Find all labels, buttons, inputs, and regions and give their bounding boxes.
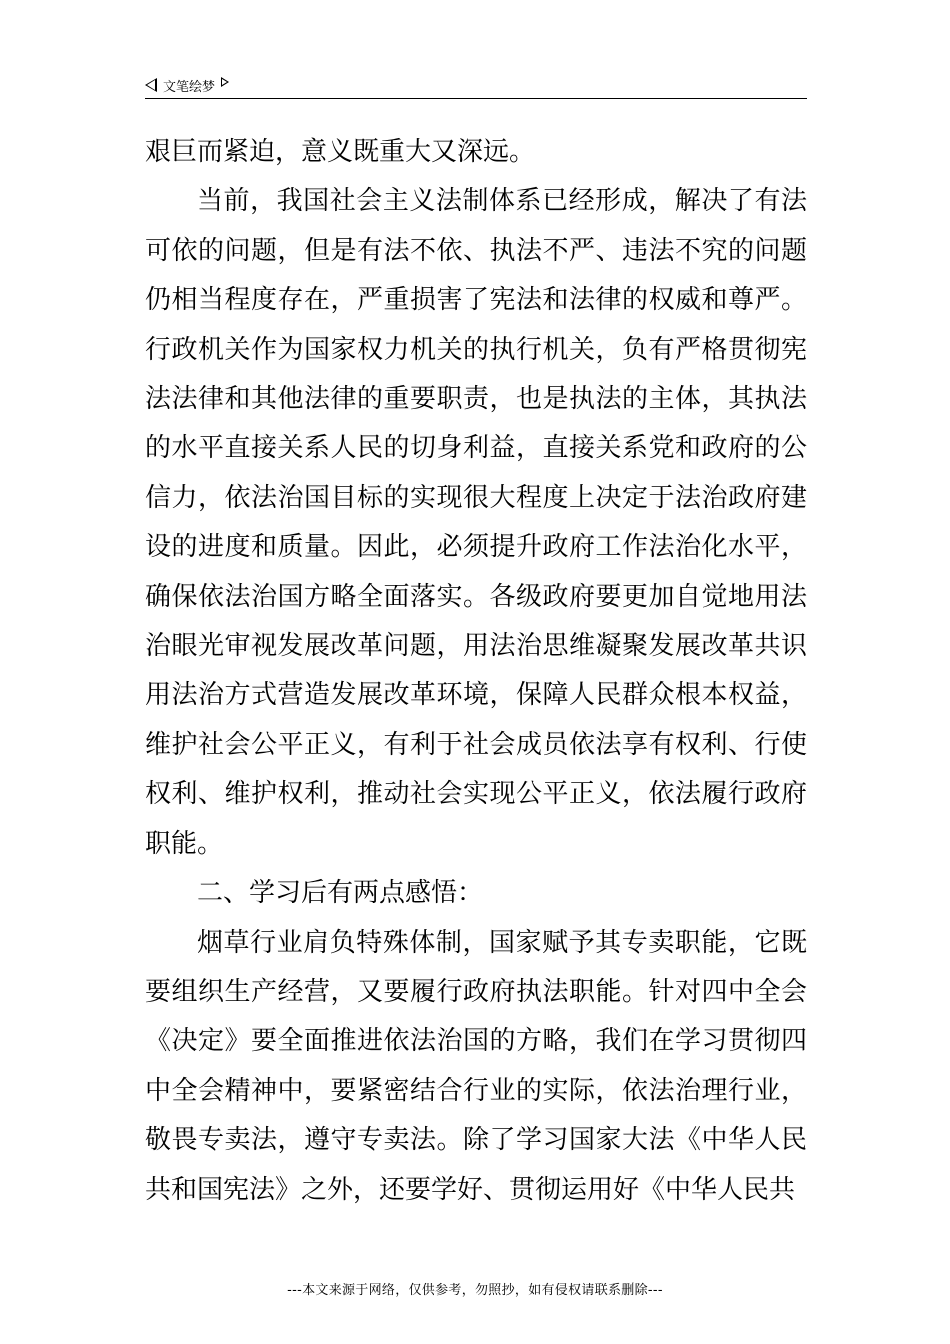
triangle-left-icon [145,78,157,92]
paragraph: 当前，我国社会主义法制体系已经形成，解决了有法可依的问题，但是有法不依、执法不严、违法不究的问题仍相当程度存在，严重损害了宪法和法律的权威和尊严。行政机关作为国家权力机关的执行机关，负有严格贯彻宪法法律和其他法律的重要职责，也是执法的主体，其执法的水平直接关系人民的切身利益，直接关系党和政府的公信力，依法治国目标的实现很大程度上决定于法治政府建设的进度和质量。因此，必须提升政府工作法治化水平，确保依法治国方略全面落实。各级政府要更加自觉地用法治眼光审视发展改革问题，用法治思维凝聚发展改革共识用法治方式营造发展改革环境，保障人民群众根本权益，维护社会公平正义，有利于社会成员依法享有权利、行使权利、维护权利，推动社会实现公平正义，依法履行政府职能。 [145,186,807,859]
header-bar [145,74,807,96]
document-body [145,128,807,1215]
section-heading: 二、学习后有两点感悟： [197,878,484,909]
header-title: 文笔绘梦 [163,79,216,95]
triangle-right-icon [221,77,229,87]
paragraph-continuation: 艰巨而紧迫，意义既重大又深远。 [145,137,536,167]
footer-notice: ---本文来源于网络，仅供参考，勿照抄，如有侵权请联系删除--- [287,1283,663,1298]
paragraph: 烟草行业肩负特殊体制，国家赋予其专卖职能，它既要组织生产经营，又要履行政府执法职能。针对四中全会《决定》要全面推进依法治国的方略，我们在学习贯彻四中全会精神中，要紧密结合行业的实际，依法治理行业，敬畏专卖法，遵守专卖法。除了学习国家大法《中华人民共和国宪法》之外，还要学好、贯彻运用好《中华人民共 [145,927,807,1205]
page-header [145,74,807,99]
